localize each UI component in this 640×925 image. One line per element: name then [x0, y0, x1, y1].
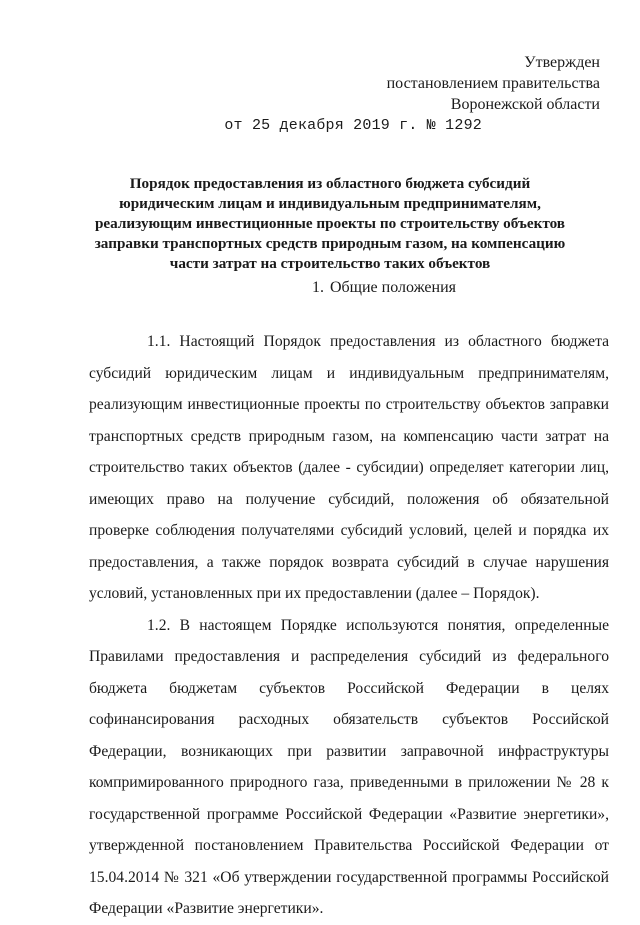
approval-line-2: постановлением правительства: [386, 75, 600, 92]
body-text: [89, 326, 609, 925]
approval-stamp: [224, 52, 600, 136]
section-heading: [0, 278, 640, 298]
approval-line-1: Утвержден: [524, 54, 600, 71]
section-title: Общие положения: [329, 279, 457, 296]
paragraph-1-1: 1.1. Настоящий Порядок предоставления из областного бюджета субсидий юридическим лицам и индивидуальным предпринимателям, реализующим инвестиционные проекты по строительству объектов заправки транспортных средств природным газом, на компенсацию части затрат на строительство таких объектов (далее - субсидии) определяет категории лиц, имеющих право на получение субсидий, положения об обязательной проверке соблюдения получателями субсидий условий, целей и порядка их предоставления, а также порядок возврата субсидий в случае нарушения условий, установленных при их предоставлении (далее – Порядок).: [89, 333, 609, 602]
document-title: Порядок предоставления из областного бюджета субсидий юридическим лицам и индивидуальным предпринимателям, реализующим инвестиционные проекты по строительству объектов заправки транспортных средств природным газом, на компенсацию части затрат на строительство таких объектов: [94, 175, 566, 272]
approval-line-3: Воронежской области: [450, 96, 600, 113]
section-number: 1.: [311, 279, 324, 296]
paragraph-1-2: 1.2. В настоящем Порядке используются понятия, определенные Правилами предоставления и распределения субсидий из федерального бюджета бюджетам субъектов Российской Федерации в целях софинансирования расходных обязательств субъектов Российской Федерации, возникающих при развитии заправочной инфраструктуры компримированного природного газа, приведенными в приложении № 28 к государственной программе Российской Федерации «Развитие энергетики», утвержденной постановлением Правительства Российской Федерации от 15.04.2014 № 321 «Об утверждении государственной программы Российской Федерации «Развитие энергетики».: [89, 616, 609, 917]
decree-reference: от 25 декабря 2019 г. № 1292: [224, 117, 482, 134]
